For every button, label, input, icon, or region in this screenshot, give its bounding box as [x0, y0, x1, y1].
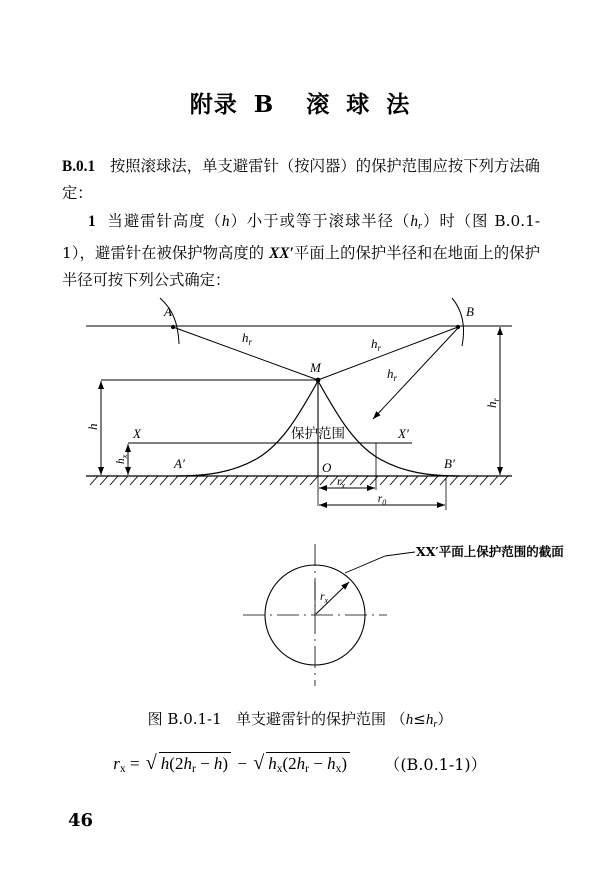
item-number: 1	[88, 213, 96, 230]
equation-number: （(B.0.1-1)）	[384, 755, 487, 775]
figure-caption-prefix: 图 B.0.1-1	[147, 710, 222, 728]
label-hr-left: $h_r$	[242, 330, 253, 347]
label-point-a: A	[164, 304, 172, 319]
line-b-to-curve	[373, 328, 458, 419]
title-word-1: 滚	[306, 91, 331, 118]
title-letter: B	[253, 91, 275, 118]
label-radius-rx: $r_x$	[336, 476, 346, 490]
label-plane-x-prime: X′	[398, 426, 409, 441]
label-point-b: B	[466, 304, 474, 319]
label-radius-r0: $r_0$	[377, 493, 387, 507]
arc-at-b	[452, 298, 464, 346]
title-word-3: 法	[386, 91, 411, 118]
page-number: 46	[68, 810, 94, 831]
section-note-leader-2	[385, 552, 415, 556]
label-apex-m: M	[310, 360, 321, 375]
symbol-hr: $h_r$	[410, 213, 423, 232]
paragraph-b-0-1	[62, 153, 540, 207]
page-title	[0, 86, 600, 119]
paragraph-item-1	[62, 208, 540, 294]
label-hr-vertical: $h_r$	[484, 397, 501, 408]
clause-body: 按照滚球法，单支避雷针（按闪器）的保护范围应按下列方法确定：	[62, 157, 540, 202]
figure-caption	[0, 708, 600, 730]
label-section-note: XX′平面上保护范围的截面	[416, 544, 564, 559]
figure-caption-condition: $(h\le h_r)$	[390, 710, 453, 730]
label-point-b-prime: B′	[444, 456, 455, 471]
item-text-part-2: ）小于或等于滚球半径（	[229, 212, 411, 230]
figure-b-0-1-1	[0, 288, 600, 708]
label-height-h: h	[85, 423, 100, 430]
clause-number: B.0.1	[62, 158, 96, 175]
label-hr-right: $h_r$	[371, 336, 382, 353]
title-prefix: 附录	[189, 91, 238, 118]
label-point-a-prime: A′	[174, 456, 185, 471]
ground-hatching	[90, 476, 508, 485]
title-word-2: 球	[346, 91, 371, 118]
formula-b-0-1-1	[0, 752, 600, 775]
label-origin-o: O	[322, 460, 332, 475]
symbol-h: h	[221, 213, 230, 230]
label-hr-diagonal: $h_r$	[387, 366, 398, 383]
item-text-part-4: 平面上的保护半径和在地面上的保护半径可按下列公式确定：	[62, 243, 540, 289]
figure-caption-text: 单支避雷针的保护范围	[235, 710, 386, 728]
label-plane-x: X	[133, 426, 141, 441]
section-note-leader	[345, 556, 385, 573]
label-protection-zone: 保护范围	[291, 426, 345, 442]
symbol-xx-prime: XX′	[269, 244, 294, 262]
item-text-part-3: ）时（图 B.0.1-1），避雷针在被保护物高度的	[62, 212, 540, 262]
label-circle-radius-rx: $r_x$	[320, 591, 329, 605]
formula-expression: $r_x$ = √ $h(2h_r - h)$ − √ $h_x(2h_r - h_x)$	[113, 752, 352, 775]
item-text-part-1: 当避雷针高度（	[107, 212, 222, 230]
label-height-hx: $h_x$	[115, 454, 129, 464]
